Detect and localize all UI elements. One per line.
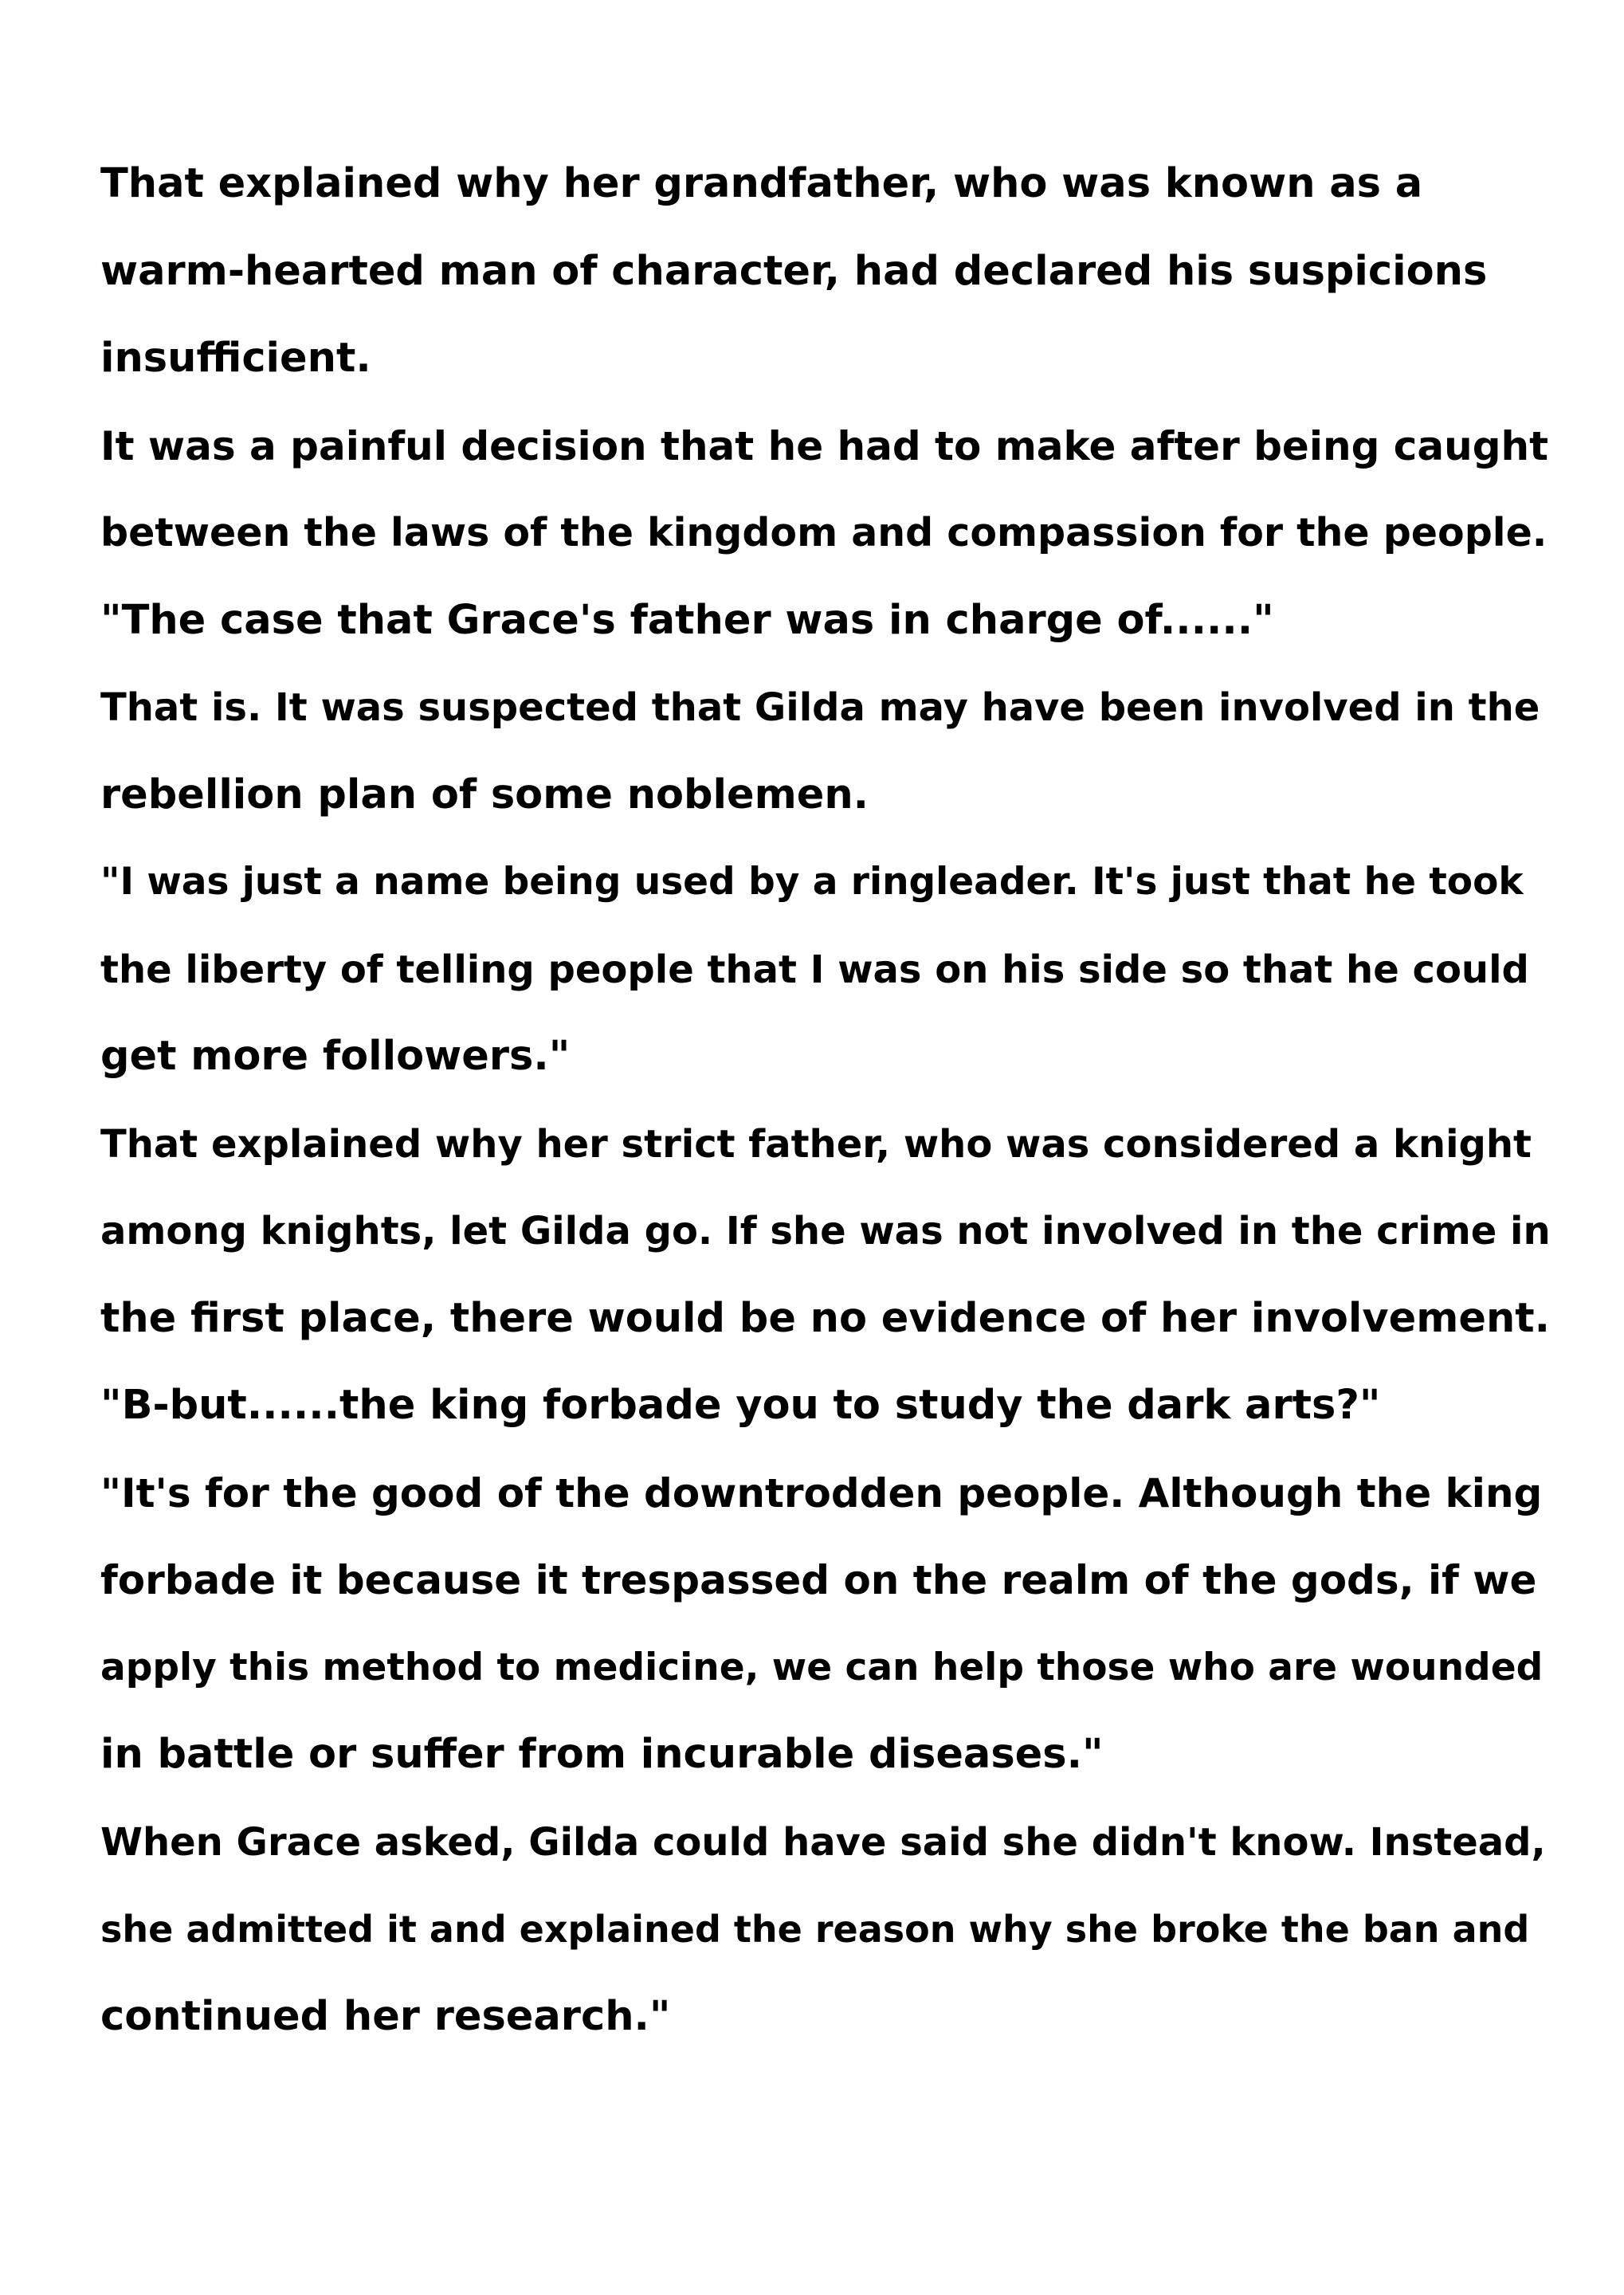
text-line: get more followers." — [100, 1033, 571, 1080]
text-line: It was a painful decision that he had to make after being caught — [100, 422, 1549, 469]
text-line: among knights, let Gilda go. If she was not involved in the crime in — [100, 1209, 1551, 1253]
text-line: in battle or suffer from incurable diseases." — [100, 1731, 1104, 1778]
text-line: forbade it because it trespassed on the realm of the gods, if we — [100, 1557, 1537, 1603]
text-line: the first place, there would be no evidence of her involvement. — [100, 1294, 1551, 1342]
text-line: That explained why her strict father, who was considered a knight — [100, 1121, 1532, 1167]
text-line: she admitted it and explained the reason why she broke the ban and — [100, 1908, 1530, 1951]
body-text — [100, 155, 1551, 2075]
text-line: continued her research." — [100, 1992, 671, 2040]
text-line: apply this method to medicine, we can help those who are wounded — [100, 1645, 1544, 1689]
text-line: "It's for the good of the downtrodden people. Although the king — [100, 1469, 1543, 1516]
text-line: insufficient. — [100, 335, 371, 382]
text-line: When Grace asked, Gilda could have said she didn't know. Instead, — [100, 1819, 1546, 1865]
text-line: That is. It was suspected that Gilda may have been involved in the — [100, 685, 1540, 730]
text-line: "The case that Grace's father was in charge of......" — [100, 596, 1274, 644]
text-line: "I was just a name being used by a ringleader. It's just that he took — [100, 860, 1524, 904]
text-line: warm-hearted man of character, had declared his suspicions — [100, 247, 1488, 295]
text-line: between the laws of the kingdom and compassion for the people. — [100, 510, 1548, 555]
text-line: the liberty of telling people that I was on his side so that he could — [100, 947, 1529, 992]
text-line: That explained why her grandfather, who was known as a — [100, 160, 1423, 207]
text-line: rebellion plan of some noblemen. — [100, 771, 869, 818]
text-line: "B-but......the king forbade you to study the dark arts?" — [100, 1382, 1381, 1429]
